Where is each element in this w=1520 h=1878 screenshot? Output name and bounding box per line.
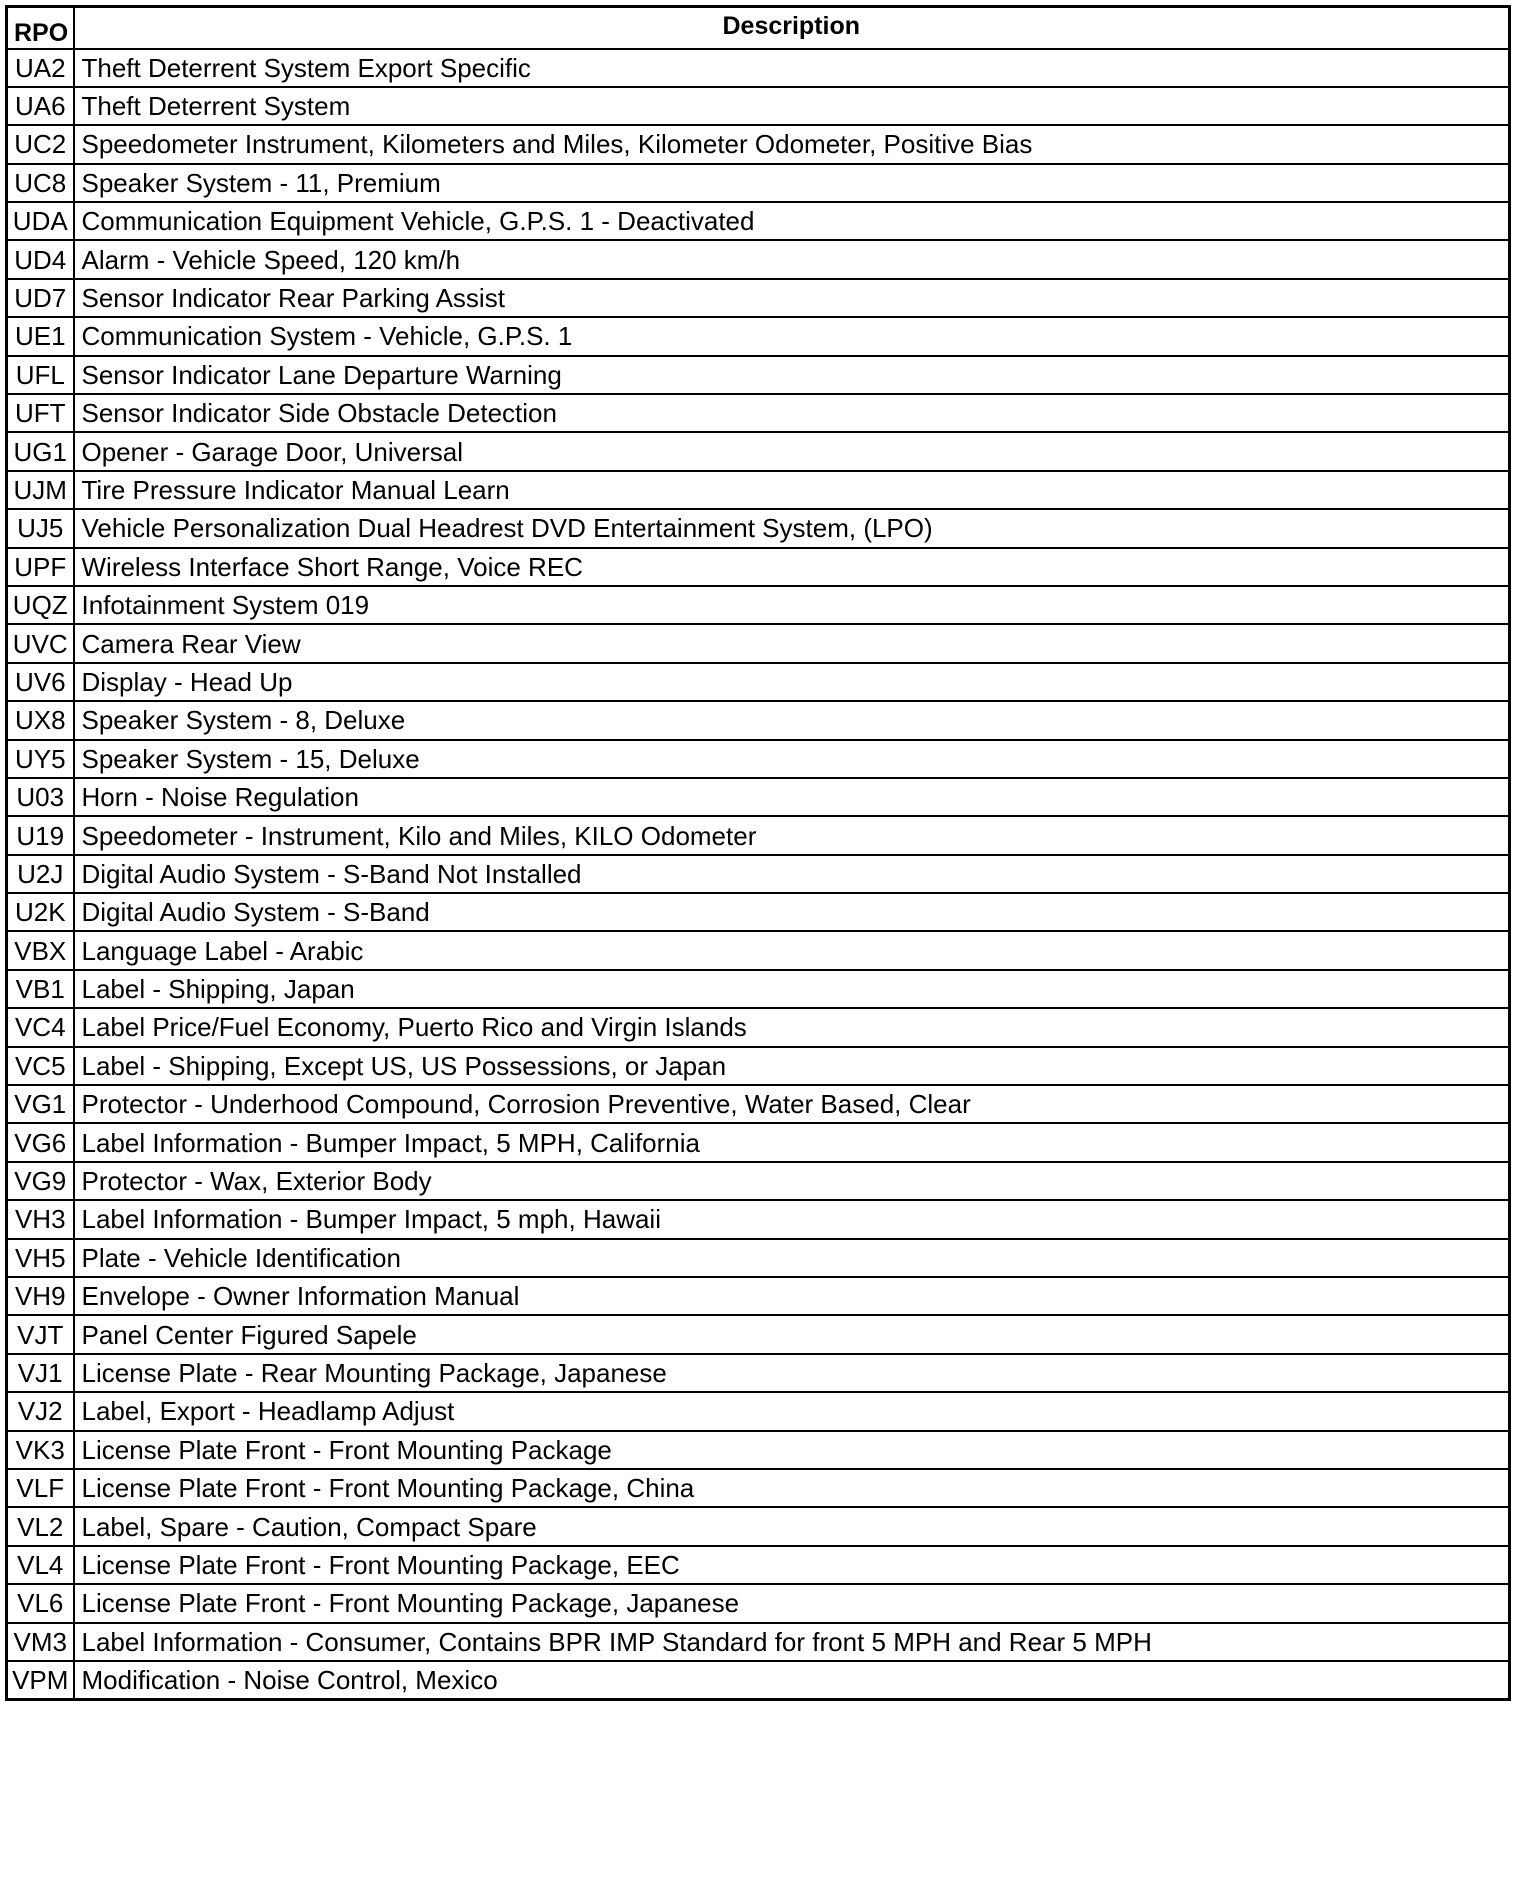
table-row <box>7 356 1510 394</box>
rpo-code-cell: VH3 <box>7 1200 74 1238</box>
rpo-code-cell: UFL <box>7 356 74 394</box>
table-row <box>7 1507 1510 1545</box>
description-cell: Tire Pressure Indicator Manual Learn <box>74 471 1510 509</box>
rpo-code-cell: UA6 <box>7 87 74 125</box>
table-row <box>7 202 1510 240</box>
table-row <box>7 1354 1510 1392</box>
table-row <box>7 1315 1510 1353</box>
rpo-code-cell: UDA <box>7 202 74 240</box>
table-row <box>7 1584 1510 1622</box>
table-row <box>7 1661 1510 1699</box>
rpo-code-cell: UC8 <box>7 164 74 202</box>
table-row <box>7 1546 1510 1584</box>
rpo-column-header: RPO <box>7 7 74 49</box>
table-header <box>7 7 1510 49</box>
table-row <box>7 663 1510 701</box>
rpo-code-cell: VJ2 <box>7 1392 74 1430</box>
rpo-code-cell: VH9 <box>7 1277 74 1315</box>
description-cell: Speedometer - Instrument, Kilo and Miles, KILO Odometer <box>74 816 1510 854</box>
table-row <box>7 471 1510 509</box>
table-row <box>7 240 1510 278</box>
rpo-code-cell: VM3 <box>7 1623 74 1661</box>
rpo-code-cell: VC4 <box>7 1008 74 1046</box>
table-row <box>7 1623 1510 1661</box>
rpo-code-cell: UFT <box>7 394 74 432</box>
rpo-code-cell: UVC <box>7 624 74 662</box>
rpo-code-cell: UPF <box>7 548 74 586</box>
rpo-code-cell: VG1 <box>7 1085 74 1123</box>
description-cell: Label - Shipping, Japan <box>74 970 1510 1008</box>
description-cell: Wireless Interface Short Range, Voice REC <box>74 548 1510 586</box>
table-row <box>7 125 1510 163</box>
description-cell: License Plate Front - Front Mounting Package, Japanese <box>74 1584 1510 1622</box>
header-row <box>7 7 1510 49</box>
rpo-code-cell: UQZ <box>7 586 74 624</box>
description-cell: Label Price/Fuel Economy, Puerto Rico and Virgin Islands <box>74 1008 1510 1046</box>
rpo-code-cell: UG1 <box>7 432 74 470</box>
table-row <box>7 548 1510 586</box>
rpo-code-cell: U2J <box>7 855 74 893</box>
rpo-code-cell: UA2 <box>7 49 74 87</box>
description-cell: Speaker System - 15, Deluxe <box>74 740 1510 778</box>
rpo-code-cell: VPM <box>7 1661 74 1699</box>
rpo-code-cell: VH5 <box>7 1239 74 1277</box>
description-cell: Theft Deterrent System <box>74 87 1510 125</box>
description-cell: Label Information - Bumper Impact, 5 mph, Hawaii <box>74 1200 1510 1238</box>
table-row <box>7 49 1510 87</box>
description-cell: Display - Head Up <box>74 663 1510 701</box>
rpo-code-cell: VL2 <box>7 1507 74 1545</box>
rpo-code-cell: VL6 <box>7 1584 74 1622</box>
description-cell: Sensor Indicator Lane Departure Warning <box>74 356 1510 394</box>
rpo-code-cell: VJ1 <box>7 1354 74 1392</box>
table-row <box>7 701 1510 739</box>
rpo-code-cell: VB1 <box>7 970 74 1008</box>
rpo-code-cell: U2K <box>7 893 74 931</box>
rpo-code-cell: VG9 <box>7 1162 74 1200</box>
description-cell: Modification - Noise Control, Mexico <box>74 1661 1510 1699</box>
table-row <box>7 1469 1510 1507</box>
description-cell: Label, Export - Headlamp Adjust <box>74 1392 1510 1430</box>
table-row <box>7 816 1510 854</box>
table-row <box>7 586 1510 624</box>
description-cell: Horn - Noise Regulation <box>74 778 1510 816</box>
table-row <box>7 509 1510 547</box>
table-row <box>7 855 1510 893</box>
rpo-code-cell: UE1 <box>7 317 74 355</box>
table-row <box>7 1047 1510 1085</box>
rpo-table <box>5 5 1511 1701</box>
description-cell: Digital Audio System - S-Band <box>74 893 1510 931</box>
rpo-code-cell: U03 <box>7 778 74 816</box>
table-row <box>7 317 1510 355</box>
description-cell: Speedometer Instrument, Kilometers and Miles, Kilometer Odometer, Positive Bias <box>74 125 1510 163</box>
table-row <box>7 1008 1510 1046</box>
rpo-code-cell: UD4 <box>7 240 74 278</box>
description-cell: Digital Audio System - S-Band Not Installed <box>74 855 1510 893</box>
description-cell: Communication Equipment Vehicle, G.P.S. 1 - Deactivated <box>74 202 1510 240</box>
table-row <box>7 1239 1510 1277</box>
table-row <box>7 87 1510 125</box>
rpo-code-cell: VBX <box>7 931 74 969</box>
rpo-code-cell: U19 <box>7 816 74 854</box>
description-cell: Plate - Vehicle Identification <box>74 1239 1510 1277</box>
table-row <box>7 279 1510 317</box>
description-cell: Label Information - Consumer, Contains BPR IMP Standard for front 5 MPH and Rear 5 MPH <box>74 1623 1510 1661</box>
rpo-code-cell: UY5 <box>7 740 74 778</box>
rpo-code-cell: VC5 <box>7 1047 74 1085</box>
description-cell: Label - Shipping, Except US, US Possessions, or Japan <box>74 1047 1510 1085</box>
description-cell: Envelope - Owner Information Manual <box>74 1277 1510 1315</box>
description-cell: License Plate - Rear Mounting Package, Japanese <box>74 1354 1510 1392</box>
table-row <box>7 164 1510 202</box>
description-cell: Panel Center Figured Sapele <box>74 1315 1510 1353</box>
table-row <box>7 740 1510 778</box>
table-row <box>7 893 1510 931</box>
description-cell: License Plate Front - Front Mounting Package, China <box>74 1469 1510 1507</box>
description-cell: Communication System - Vehicle, G.P.S. 1 <box>74 317 1510 355</box>
table-row <box>7 970 1510 1008</box>
table-row <box>7 1392 1510 1430</box>
description-cell: Camera Rear View <box>74 624 1510 662</box>
description-cell: Speaker System - 8, Deluxe <box>74 701 1510 739</box>
rpo-code-cell: UJM <box>7 471 74 509</box>
table-body <box>7 49 1510 1700</box>
rpo-code-cell: UC2 <box>7 125 74 163</box>
rpo-code-cell: UD7 <box>7 279 74 317</box>
description-cell: Protector - Underhood Compound, Corrosion Preventive, Water Based, Clear <box>74 1085 1510 1123</box>
description-cell: Label, Spare - Caution, Compact Spare <box>74 1507 1510 1545</box>
rpo-code-cell: VG6 <box>7 1123 74 1161</box>
description-cell: Speaker System - 11, Premium <box>74 164 1510 202</box>
table-row <box>7 1123 1510 1161</box>
rpo-code-cell: UV6 <box>7 663 74 701</box>
table-row <box>7 1162 1510 1200</box>
table-row <box>7 1277 1510 1315</box>
description-cell: Vehicle Personalization Dual Headrest DVD Entertainment System, (LPO) <box>74 509 1510 547</box>
table-row <box>7 1200 1510 1238</box>
description-cell: Language Label - Arabic <box>74 931 1510 969</box>
table-row <box>7 624 1510 662</box>
description-cell: Sensor Indicator Rear Parking Assist <box>74 279 1510 317</box>
table-row <box>7 931 1510 969</box>
rpo-code-cell: UJ5 <box>7 509 74 547</box>
description-cell: License Plate Front - Front Mounting Package, EEC <box>74 1546 1510 1584</box>
description-column-header: Description <box>74 7 1510 49</box>
rpo-code-cell: VLF <box>7 1469 74 1507</box>
table-row <box>7 432 1510 470</box>
description-cell: Label Information - Bumper Impact, 5 MPH, California <box>74 1123 1510 1161</box>
description-cell: Opener - Garage Door, Universal <box>74 432 1510 470</box>
rpo-code-cell: UX8 <box>7 701 74 739</box>
rpo-code-cell: VJT <box>7 1315 74 1353</box>
table-row <box>7 1085 1510 1123</box>
description-cell: Theft Deterrent System Export Specific <box>74 49 1510 87</box>
table-row <box>7 778 1510 816</box>
description-cell: License Plate Front - Front Mounting Package <box>74 1431 1510 1469</box>
rpo-code-cell: VL4 <box>7 1546 74 1584</box>
description-cell: Sensor Indicator Side Obstacle Detection <box>74 394 1510 432</box>
description-cell: Protector - Wax, Exterior Body <box>74 1162 1510 1200</box>
description-cell: Infotainment System 019 <box>74 586 1510 624</box>
table-row <box>7 1431 1510 1469</box>
rpo-code-cell: VK3 <box>7 1431 74 1469</box>
description-cell: Alarm - Vehicle Speed, 120 km/h <box>74 240 1510 278</box>
table-row <box>7 394 1510 432</box>
